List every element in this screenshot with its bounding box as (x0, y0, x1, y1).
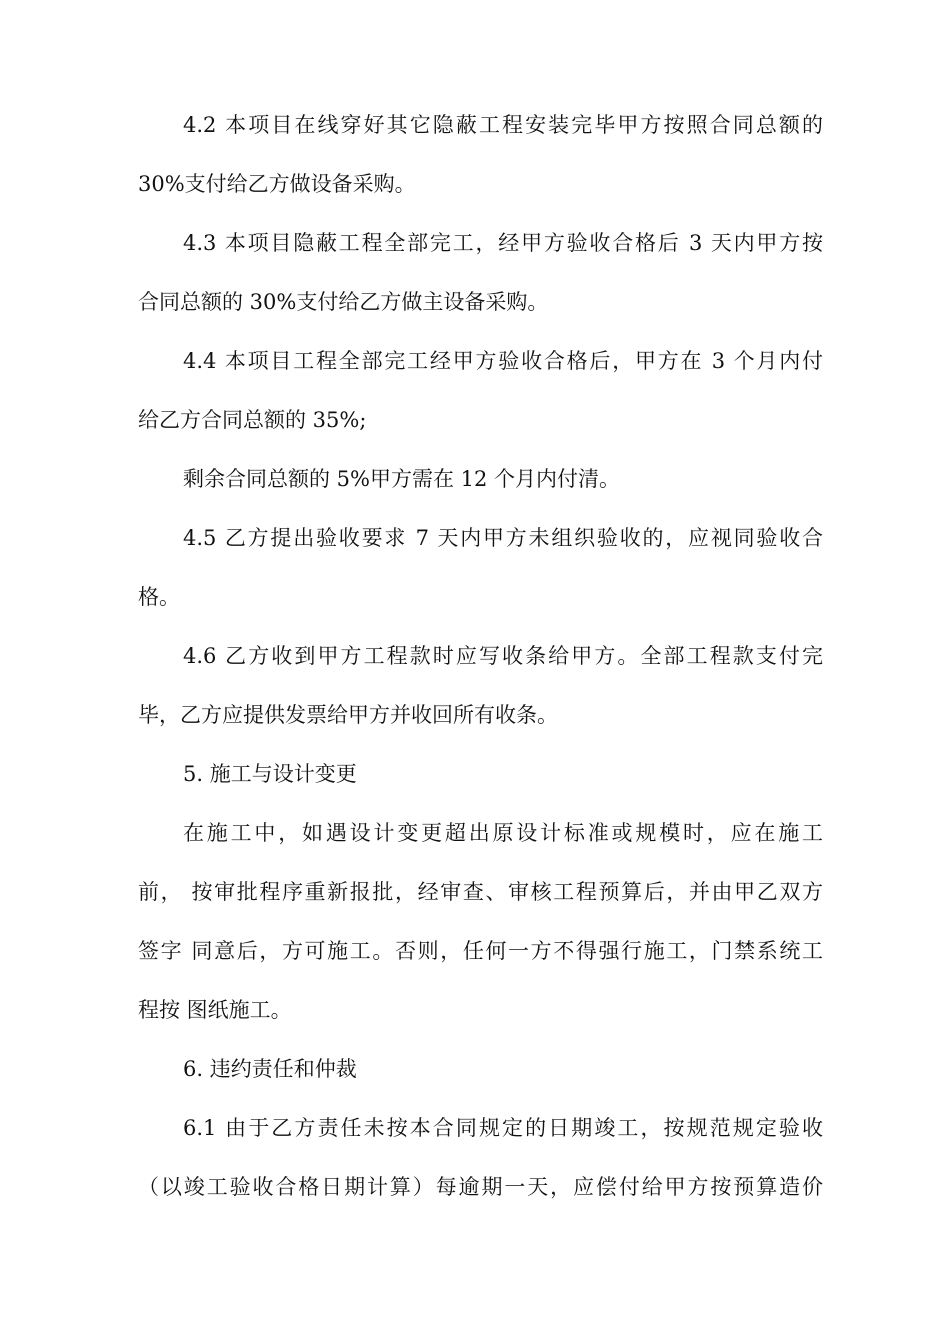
paragraph-4-3-line-1: 4.3 本项目隐蔽工程全部完工，经甲方验收合格后 3 天内甲方按 (183, 231, 823, 255)
paragraph-5-line-4: 程按 图纸施工。 (138, 998, 292, 1022)
paragraph-remaining-balance: 剩余合同总额的 5%甲方需在 12 个月内付清。 (183, 467, 621, 491)
paragraph-4-5-line-2: 格。 (138, 585, 180, 609)
paragraph-4-4-line-2: 给乙方合同总额的 35%; (138, 408, 367, 432)
paragraph-6-1-line-1: 6.1 由于乙方责任未按本合同规定的日期竣工，按规范规定验收 (183, 1116, 823, 1140)
paragraph-4-5-line-1: 4.5 乙方提出验收要求 7 天内甲方未组织验收的，应视同验收合 (183, 526, 823, 550)
paragraph-4-4-line-1: 4.4 本项目工程全部完工经甲方验收合格后，甲方在 3 个月内付 (183, 349, 823, 373)
section-heading-5: 5. 施工与设计变更 (183, 762, 357, 786)
paragraph-4-6-line-1: 4.6 乙方收到甲方工程款时应写收条给甲方。全部工程款支付完 (183, 644, 823, 668)
paragraph-5-line-3: 签字 同意后，方可施工。否则，任何一方不得强行施工，门禁系统工 (138, 939, 823, 963)
paragraph-4-2-line-2: 30%支付给乙方做设备采购。 (138, 172, 416, 196)
section-heading-6: 6. 违约责任和仲裁 (183, 1057, 357, 1081)
paragraph-4-3-line-2: 合同总额的 30%支付给乙方做主设备采购。 (138, 290, 549, 314)
paragraph-4-6-line-2: 毕，乙方应提供发票给甲方并收回所有收条。 (138, 703, 558, 727)
paragraph-4-2-line-1: 4.2 本项目在线穿好其它隐蔽工程安装完毕甲方按照合同总额的 (183, 113, 823, 137)
paragraph-5-line-2: 前， 按审批程序重新报批，经审查、审核工程预算后，并由甲乙双方 (138, 880, 823, 904)
paragraph-6-1-line-2: （以竣工验收合格日期计算）每逾期一天，应偿付给甲方按预算造价 (138, 1175, 823, 1199)
paragraph-5-line-1: 在施工中，如遇设计变更超出原设计标准或规模时，应在施工 (183, 821, 823, 845)
